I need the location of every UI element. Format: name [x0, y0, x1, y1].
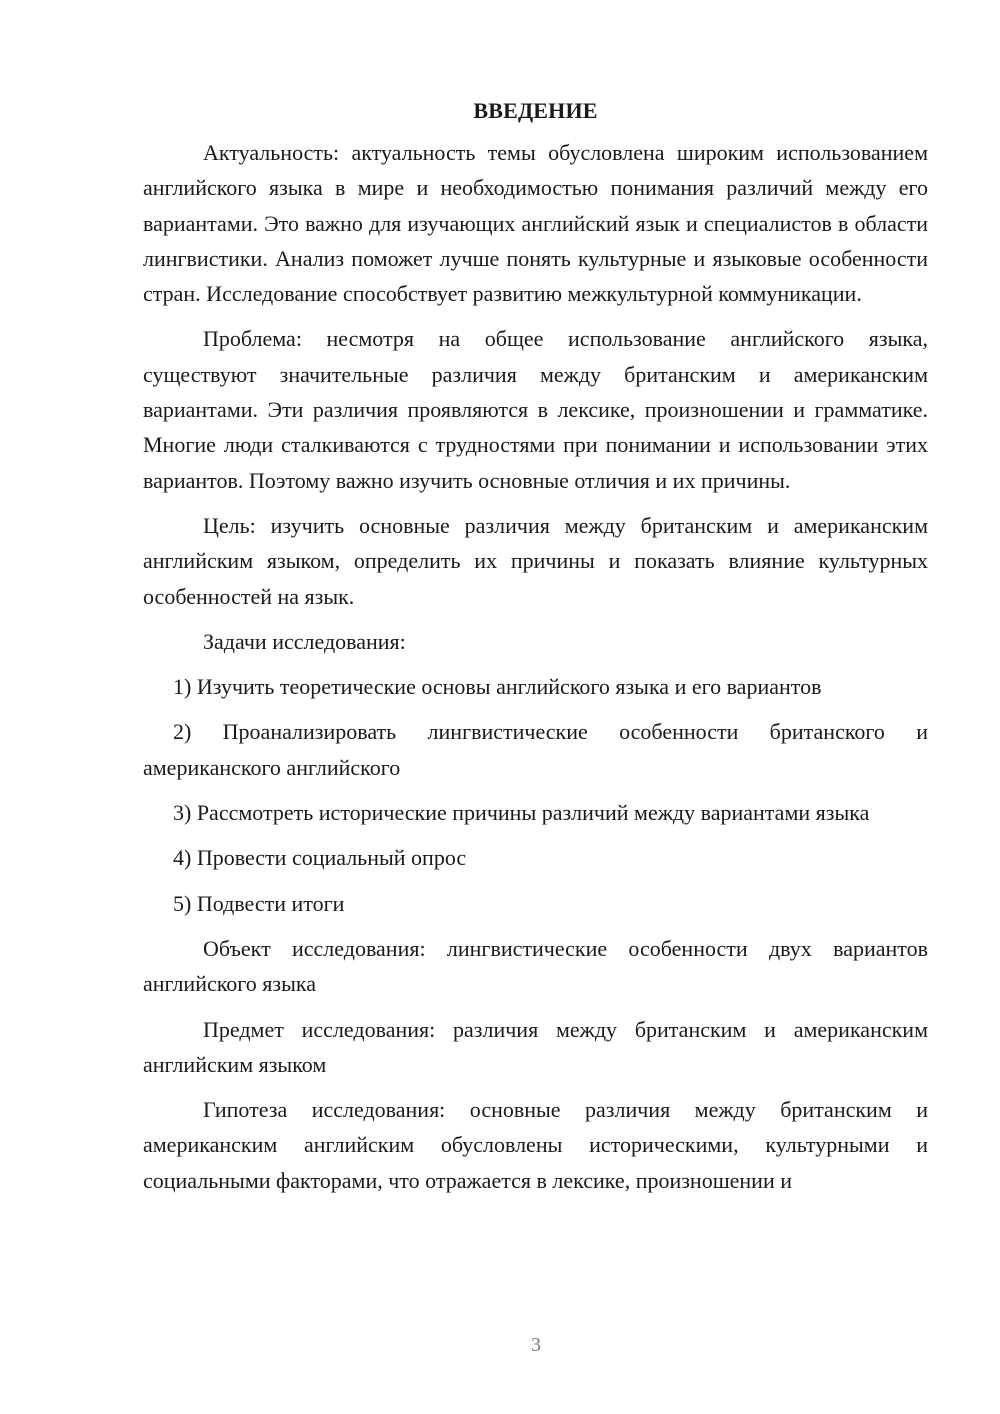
paragraph-relevance: Актуальность: актуальность темы обусловлена широким использованием английского языка в мире и необходимостью понимания различий между его вариантами. Это важно для изучающих английский язык и специалистов в области лингвистики. Анализ поможет лучше понять культурные и языковые особенности стран. Исследование способствует развитию межкультурной коммуникации.	[143, 140, 928, 307]
page-number: 3	[531, 1334, 541, 1356]
paragraph-goal: Цель: изучить основные различия между британским и американским английским языком, определить их причины и показать влияние культурных особенностей на язык.	[143, 512, 928, 609]
list-item-task-1: 1) Изучить теоретические основы английского языка и его вариантов	[173, 674, 822, 700]
list-item-task-3: 3) Рассмотреть исторические причины различий между вариантами языка	[173, 800, 870, 826]
list-item-task-2: 2) Проанализировать лингвистические особенности британского и американского английского	[143, 719, 928, 780]
paragraph-subject: Предмет исследования: различия между британским и американским английским языком	[143, 1016, 928, 1077]
paragraph-problem: Проблема: несмотря на общее использование английского языка, существуют значительные различия между британским и американским вариантами. Эти различия проявляются в лексике, произношении и грамматике. Многие люди сталкиваются с трудностями при понимании и использовании этих вариантов. Поэтому важно изучить основные отличия и их причины.	[143, 326, 928, 493]
list-item-task-4: 4) Провести социальный опрос	[173, 845, 467, 871]
tasks-heading: Задачи исследования:	[203, 628, 406, 654]
page-content	[143, 94, 928, 1198]
paragraph-object: Объект исследования: лингвистические особенности двух вариантов английского языка	[143, 935, 928, 997]
paragraph-hypothesis: Гипотеза исследования: основные различия между британским и американским английским обусловлены историческими, культурными и социальными факторами, что отражается в лексике, произношении и	[143, 1097, 928, 1193]
list-item-task-5: 5) Подвести итоги	[173, 890, 345, 916]
section-title: ВВЕДЕНИЕ	[473, 98, 598, 123]
